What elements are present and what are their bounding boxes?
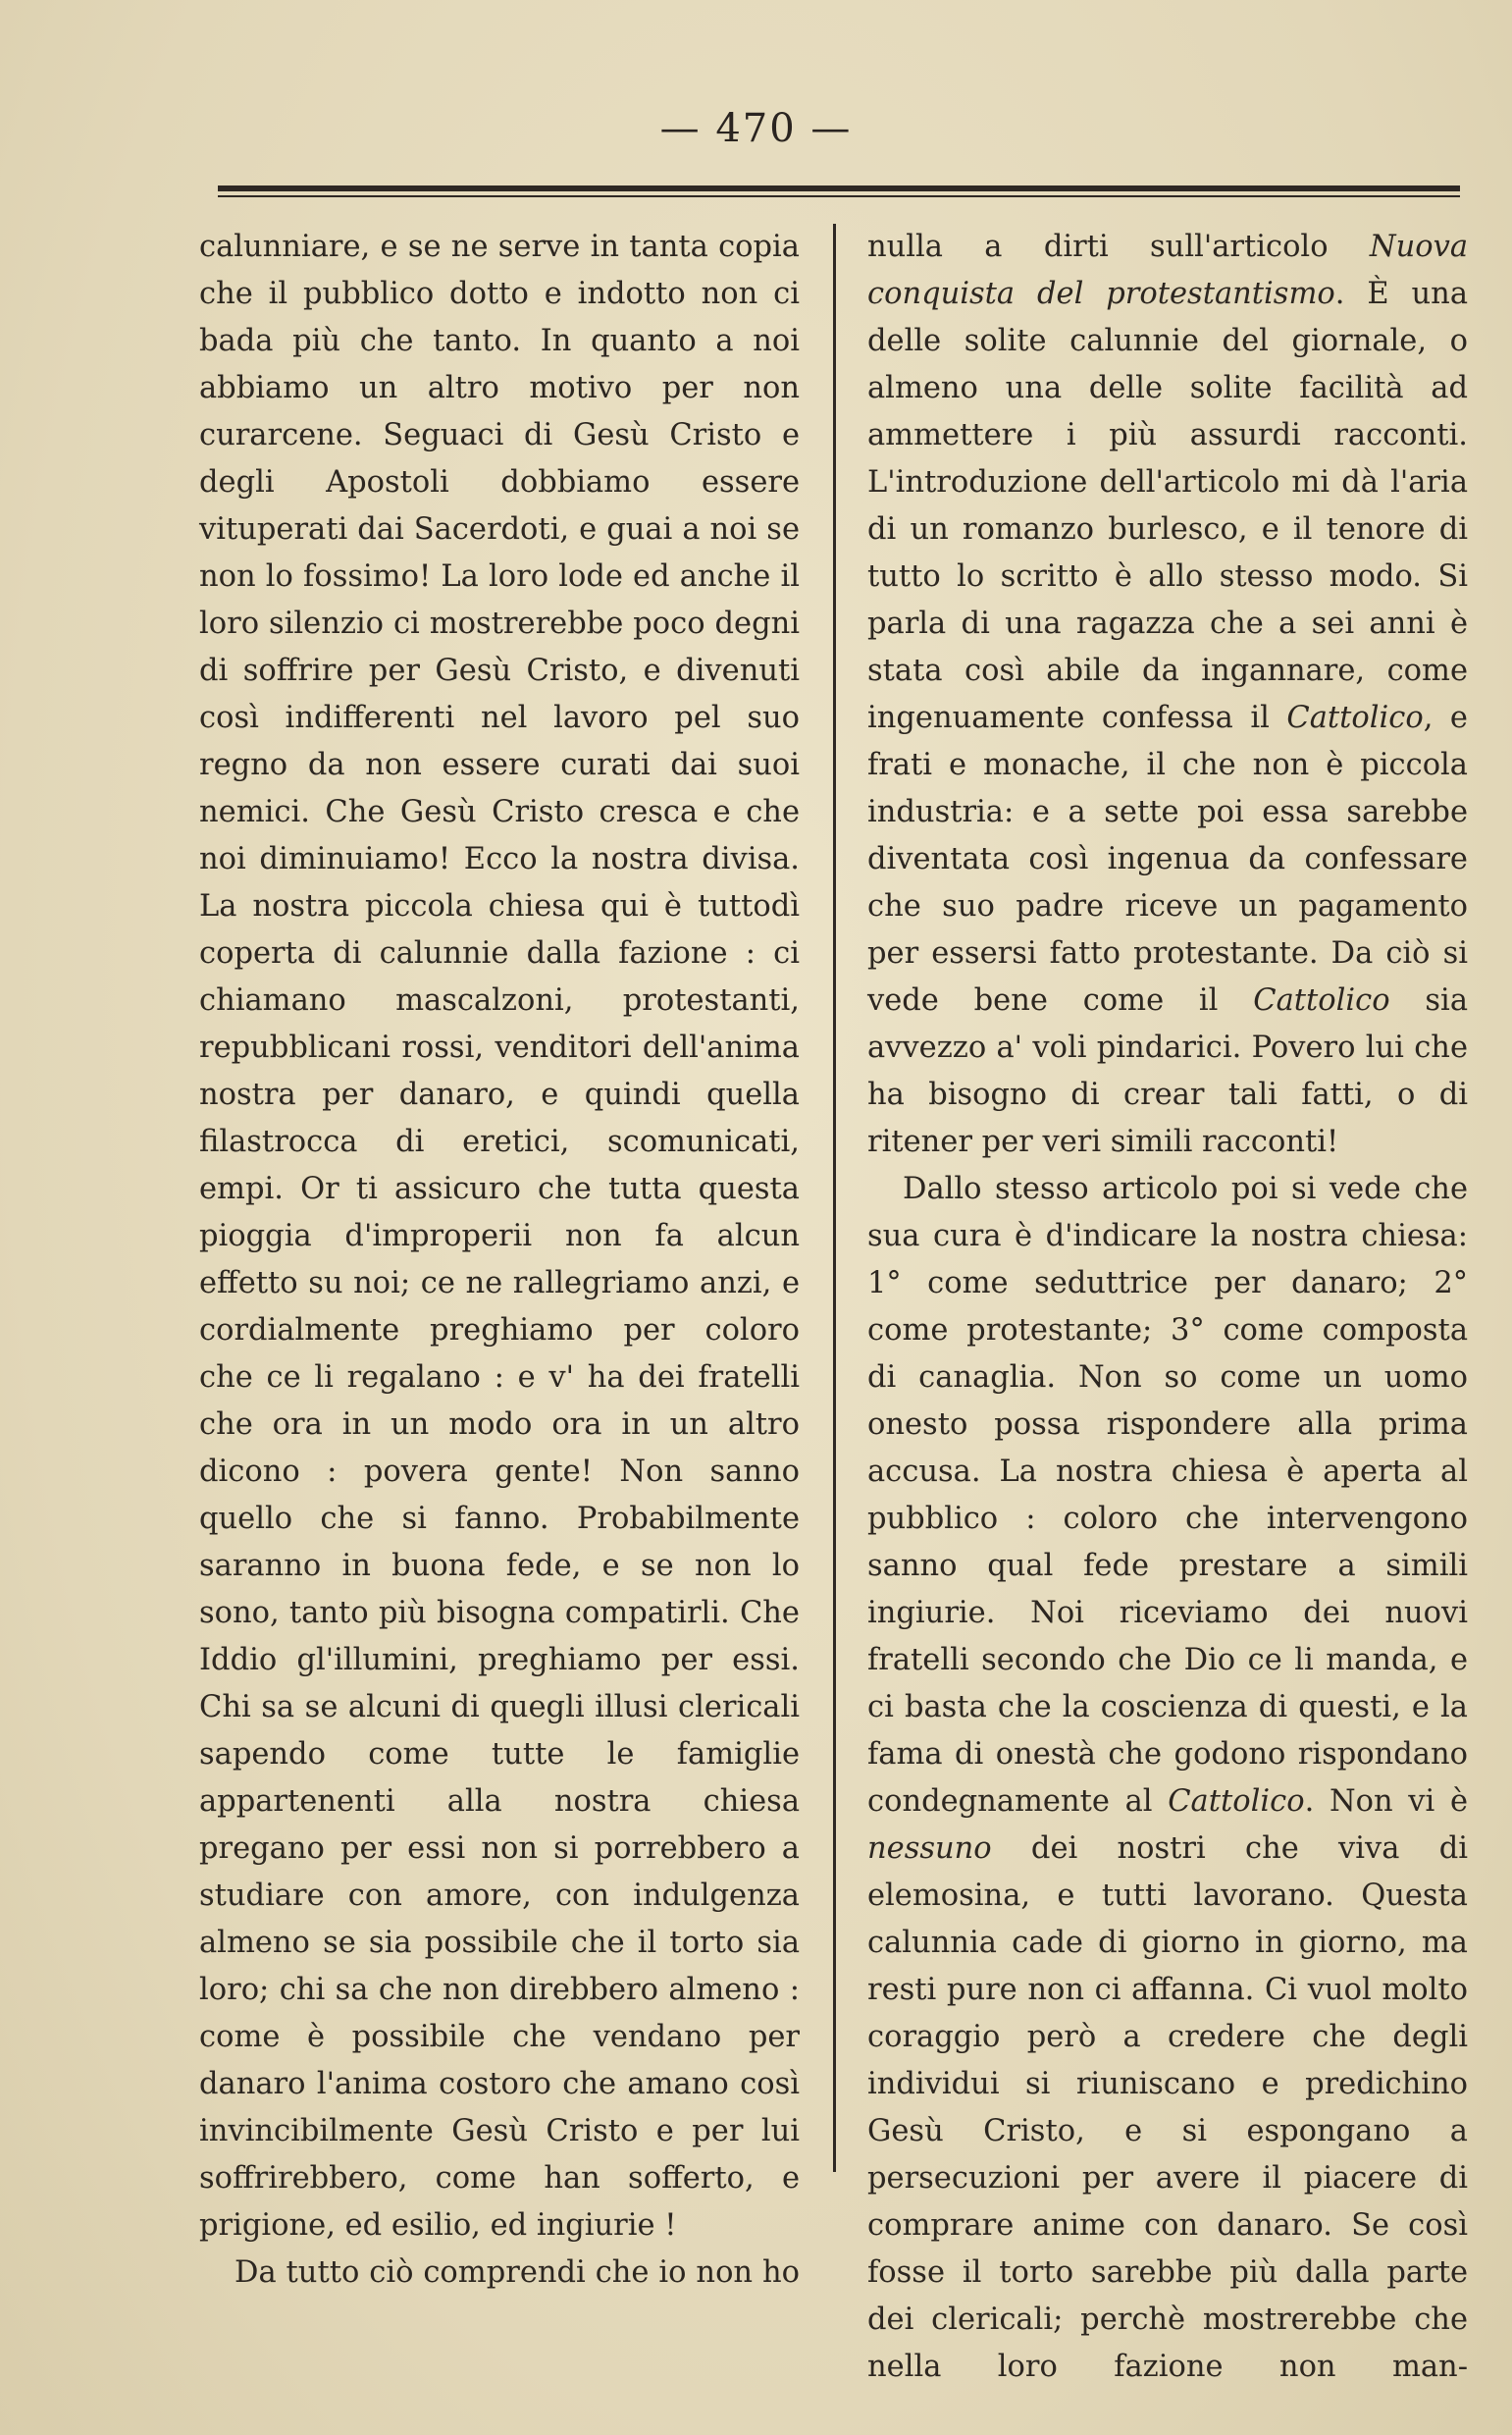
text-run: . Non vi è — [1304, 1784, 1469, 1819]
italic-name: Cattolico — [1286, 701, 1424, 735]
text-run: sia avvezzo a' voli pindarici. Povero lui che ha bisogno di crear tali fatti, o di ritener per veri simili racconti! — [867, 983, 1468, 1159]
column-divider — [833, 224, 836, 2172]
left-paragraph-1: calunniare, e se ne serve in tanta copia che il pubblico dotto e indotto non ci bada più che tanto. In quanto a noi abbiamo un altro motivo per non curarcene. Seguaci di Gesù Cristo e degli Apostoli dobbiamo essere vituperati dai Sacerdoti, e guai a noi se non lo fossimo! La loro lode ed anche il loro silenzio ci mostrerebbe poco degni di soffrire per Gesù Cristo, e divenuti così indifferenti nel lavoro pel suo regno da non essere curati dai suoi nemici. Che Gesù Cristo cresca e che noi diminuiamo! Ecco la nostra divisa. La nostra piccola chiesa qui è tuttodì coperta di calunnie dalla fazione : ci chiamano mascalzoni, protestanti, repubblicani rossi, venditori dell'anima nostra per danaro, e quindi quella filastrocca di eretici, scomunicati, empi. Or ti assicuro che tutta questa pioggia d'improperii non fa alcun effetto su noi; ce ne rallegriamo anzi, e cordialmente preghiamo per coloro che ce li regalano : e v' ha dei fratelli che ora in un modo ora in un altro dicono : povera gente! Non sanno quello che si fanno. Probabilmente saranno in buona fede, e se non lo sono, tanto più bisogna compatirli. Che Iddio gl'illumini, preghiamo per essi. Chi sa se alcuni di quegli illusi clericali sapendo come tutte le famiglie appartenenti alla nostra chiesa pregano per essi non si porrebbero a studiare con amore, con indulgenza almeno se sia possibile che il torto sia loro; chi sa che non direbbero almeno : come è possibile che vendano per danaro l'anima costoro che amano così invincibilmente Gesù Cristo e per lui soffrirebbero, come han sofferto, e prigione, ed esilio, ed ingiurie ! — [199, 230, 800, 2243]
right-paragraph-1 — [867, 224, 1468, 1166]
left-paragraph-2: Da tutto ciò comprendi che io non ho — [235, 2255, 800, 2290]
page-number: — 470 — — [659, 106, 853, 151]
text-run: nulla a dirti sull'articolo — [867, 230, 1370, 264]
text-run: , e frati e monache, il che non è piccola industria: e a sette poi essa sarebbe diventata così ingenua da confessare che suo padre riceve un pagamento per essersi fatto protestante. Da ciò si vede bene come il — [867, 701, 1468, 1018]
text-run: dei nostri che viva di elemosina, e tutti lavorano. Questa calunnia cade di giorno in giorno, ma resti pure non ci affanna. Ci vuol molto coraggio però a credere che degli individui si riuniscano e predichino Gesù Cristo, e si espongano a persecuzioni per avere il piacere di comprare anime con danaro. Se così fosse il torto sarebbe più dalla parte dei clericali; perchè mostrerebbe che nella loro fazione non man- — [867, 1831, 1468, 2384]
italic-name: Cattolico — [1168, 1784, 1305, 1819]
text-run: Dallo stesso articolo poi si vede che sua cura è d'indicare la nostra chiesa: 1° come seduttrice per danaro; 2° come protestante; 3° come composta di canaglia. Non so come un uomo onesto possa rispondere alla prima accusa. La nostra chiesa è aperta al pubblico : coloro che intervengono sanno qual fede prestare a simili ingiurie. Noi riceviamo dei nuovi fratelli secondo che Dio ce li manda, e ci basta che la coscienza di questi, e la fama di onestà che godono rispondano condegnamente al — [867, 1172, 1468, 1819]
right-column — [867, 224, 1468, 2391]
header-rule-thin — [218, 195, 1460, 197]
italic-name: Cattolico — [1253, 983, 1390, 1018]
right-paragraph-2 — [867, 1166, 1468, 2391]
italic-title: Nuova conquista del protestantismo — [867, 230, 1468, 311]
left-column — [199, 224, 800, 2297]
text-run: . È una delle solite calunnie del giornale, o almeno una delle solite facilità ad ammettere i più assurdi racconti. L'introduzione dell'articolo mi dà l'aria di un romanzo burlesco, e il tenore di tutto lo scritto è allo stesso modo. Si parla di una ragazza che a sei anni è stata così abile da ingannare, come ingenuamente confessa il — [867, 277, 1468, 735]
header-rule-thick — [218, 185, 1460, 191]
italic-word: nessuno — [867, 1831, 992, 1866]
